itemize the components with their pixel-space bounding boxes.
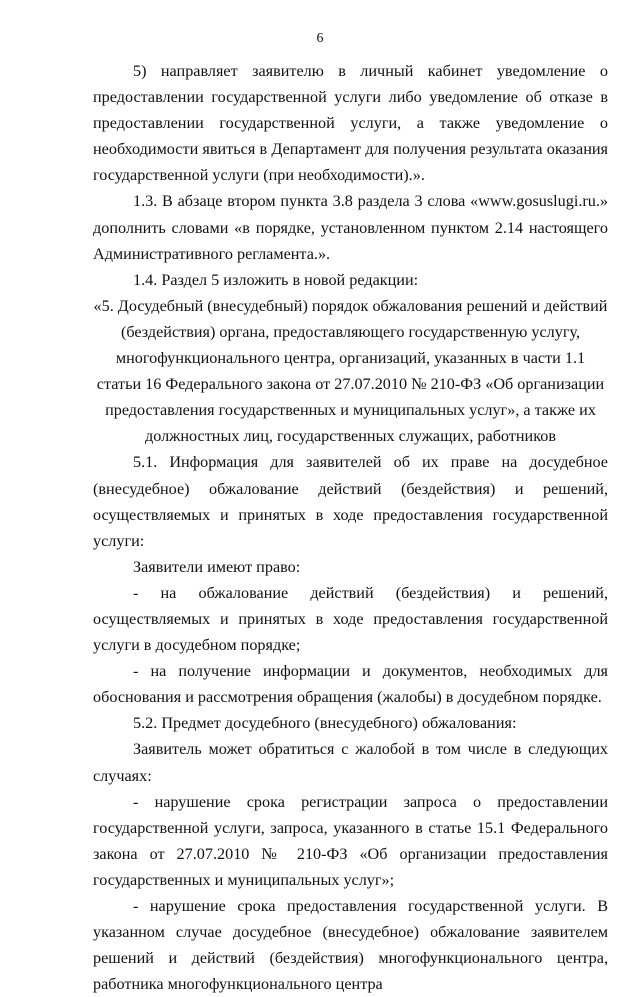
paragraph-5-1: 5.1. Информация для заявителей об их праве на досудебное (внесудебное) обжалование действий (бездействия) и решений, осуществляемых и принятых в ходе предоставления государственной услуги: (93, 453, 608, 550)
paragraph-item-5: 5) направляет заявителю в личный кабинет уведомление о предоставлении государственной услуги либо уведомление об отказе в предоставлении государственной услуги, а также уведомление о необходимости явиться в Департамент для получения результата оказания государственной услуги (при необходимости).». (93, 62, 608, 185)
section-5-heading: «5. Досудебный (внесудебный) порядок обжалования решений и действий (бездействия) органа, предоставляющего государственную услугу, многофункционального центра, организаций, указанных в части 1.1 статьи 16 Федерального закона от 27.07.2010 № 210-ФЗ «Об организации предоставления государственных и муниципальных услуг», а также их должностных лиц, государственных служащих, работников (93, 296, 608, 446)
paragraph-amendment-1-4: 1.4. Раздел 5 изложить в новой редакции: (133, 270, 419, 289)
paragraph-5-2: 5.2. Предмет досудебного (внесудебного) обжалования: (133, 714, 517, 733)
paragraph-applicants-rights: Заявители имеют право: (133, 557, 301, 576)
paragraph-complaint-cases: Заявитель может обратиться с жалобой в том числе в следующих случаях: (93, 740, 608, 785)
paragraph-case-registration-delay: - нарушение срока регистрации запроса о предоставлении государственной услуги, запроса, указанного в статье 15.1 Федерального закона от 27.07.2010 № 210-ФЗ «Об организации предоставления государственных и муниципальных услуг»; (93, 792, 608, 889)
document-body (93, 58, 608, 997)
paragraph-amendment-1-3: 1.3. В абзаце втором пункта 3.8 раздела 3 слова «www.gosuslugi.ru.» дополнить словами «в порядке, установленном пунктом 2.14 настоящего Административного регламента.». (93, 192, 608, 263)
page-number: 6 (316, 31, 324, 46)
paragraph-right-information: - на получение информации и документов, необходимых для обоснования и рассмотрения обращения (жалобы) в досудебном порядке. (93, 662, 608, 707)
paragraph-right-appeal: - на обжалование действий (бездействия) и решений, осуществляемых и принятых в ходе предоставления государственной услуги в досудебном порядке; (93, 583, 608, 655)
paragraph-case-service-delay: - нарушение срока предоставления государственной услуги. В указанном случае досудебное (внесудебное) обжалование заявителем решений и действий (бездействия) многофункционального центра, работника многофункционального центра (93, 897, 608, 994)
